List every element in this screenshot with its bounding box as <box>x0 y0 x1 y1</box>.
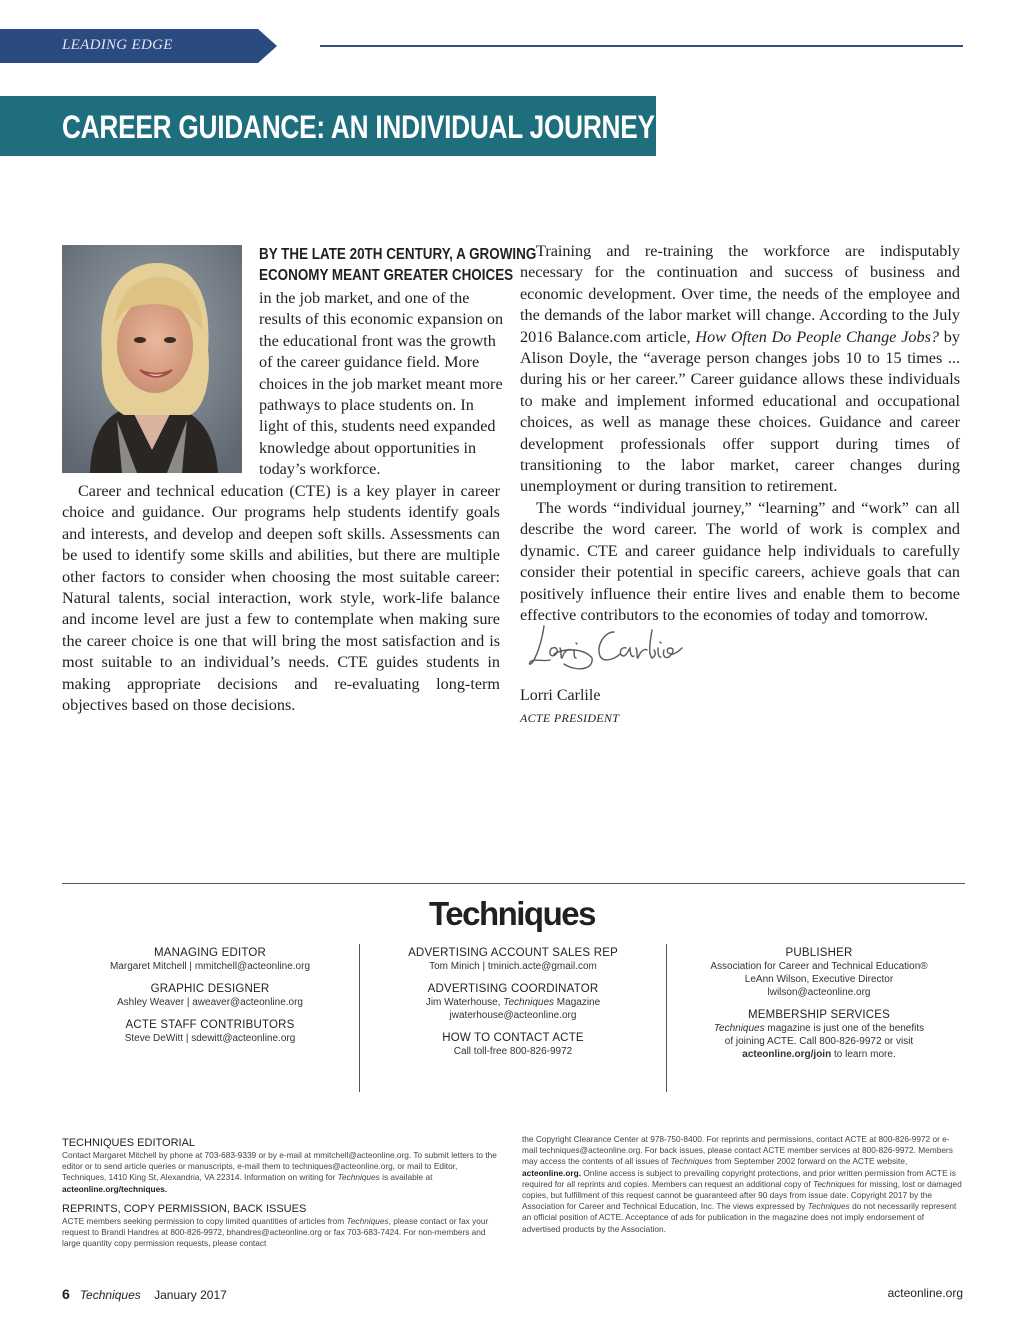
staff-contributors-text: Steve DeWitt | sdewitt@acteonline.org <box>124 1033 296 1044</box>
signature-title: ACTE PRESIDENT <box>520 711 620 725</box>
section-tag-label: LEADING EDGE <box>62 37 173 53</box>
page-number: 6 <box>62 1286 70 1302</box>
fine-print-right: the Copyright Clearance Center at 978-750-8400. For reprints and permissions, contact ACTE at 800-826-9972 or e-mail techniques@acteonline.org. For back issues, please contact ACTE member services at 800-826-9972. Members may access the contents of all issues of Techniques from September 2002 forward on the ACTE website, acteonline.org. Online access is subject to prevailing copyright protections, and prior written permission from ACTE is required for all reprints and copies. Members can request an additional copy of Techniques for missing, lost or damaged copies, but fulfillment of this request cannot be guaranteed after 90 days from issue date. Copyright 2017 by the Association for Career and Technical Education, Inc. The views expressed by Techniques do not necessarily represent an official position of ACTE. Acceptance of ads for publication in the magazine does not imply endorsement of advertised products by the Association. <box>522 1134 962 1234</box>
lead-paragraph: in the job market, and one of the results of this economic expansion on the educational front was the growth of the career guidance field. More choices in the job market meant more pathways to place students on. In light of this, students need expanded knowledge about opportunities in today’s workforce. <box>259 289 504 479</box>
section-tag <box>0 29 277 63</box>
fine-print-left <box>62 1136 502 1249</box>
advertising-sales-text: Tom Minich | tminich.acte@gmail.com <box>429 961 597 972</box>
article-paragraph-4: The words “individual journey,” “learning” and “work” can all describe the word career. The world of work is complex and dynamic. CTE and career guidance help individuals to carefully consider their potential in specific careers, achieve goals that can positively influence their entire lives and enable them to become effective contributors to the economies of today and tomorrow. <box>520 498 960 624</box>
masthead-divider-2 <box>666 944 667 1092</box>
page-footer <box>62 1286 227 1302</box>
author-photo <box>62 245 242 473</box>
masthead-column-1 <box>62 946 358 1045</box>
masthead-rule <box>62 883 965 884</box>
masthead-column-3 <box>670 946 968 1061</box>
article-paragraph-3: Training and re-training the workforce are indisputably necessary for the continuation and success of business and economic development. Over time, the needs of the employee and the demands of the labor market will change. According to the July 2016 Balance.com article, How Often Do People Change Jobs? by Alison Doyle, the “average person changes jobs 10 to 15 times ... during his or her career.” Career guidance allows these individuals to make and implement informed educational and occupational choices, as well as manage these choices. Guidance and career development professionals offer support during times of transitioning to the labor market, career changes during unemployment or during transition to retirement. <box>520 242 960 496</box>
staff-contributors-heading: ACTE STAFF CONTRIBUTORS <box>125 1019 295 1031</box>
membership-heading: MEMBERSHIP SERVICES <box>747 1009 891 1021</box>
contact-heading: HOW TO CONTACT ACTE <box>442 1032 584 1044</box>
masthead-divider-1 <box>359 944 360 1092</box>
advertising-sales-heading: ADVERTISING ACCOUNT SALES REP <box>408 947 618 959</box>
footer-publication: Techniques <box>79 1288 141 1302</box>
managing-editor-heading: MANAGING EDITOR <box>153 947 267 959</box>
editorial-heading: TECHNIQUES EDITORIAL <box>62 1137 196 1149</box>
contact-text: Call toll-free 800-826-9972 <box>453 1046 573 1057</box>
article-lead <box>259 244 537 481</box>
advertising-coordinator-text: Jim Waterhouse, Techniques Magazine jwaterhouse@acteonline.org <box>425 997 601 1021</box>
page-title: CAREER GUIDANCE: AN INDIVIDUAL JOURNEY <box>62 109 655 145</box>
footer-website[interactable]: acteonline.org <box>887 1286 963 1300</box>
reprints-text: ACTE members seeking permission to copy limited quantities of articles from Techniques, please contact or fax your request to Brandi Handres at 800-826-9972, bhandres@acteonline.org or fax 703-683-7424. For non-members and large quantity copy permission requests, please contact <box>62 1215 489 1249</box>
techniques-logo: Techniques <box>429 895 595 932</box>
title-bar <box>0 96 656 156</box>
graphic-designer-text: Ashley Weaver | aweaver@acteonline.org <box>117 997 303 1008</box>
managing-editor-text: Margaret Mitchell | mmitchell@acteonline.org <box>109 961 311 972</box>
header-rule <box>320 45 963 47</box>
lead-heading: BY THE LATE 20TH CENTURY, A GROWING ECONOMY MEANT GREATER CHOICES <box>259 246 537 284</box>
signature-name: Lorri Carlile <box>520 687 601 704</box>
masthead-column-2 <box>362 946 664 1058</box>
publisher-text: Association for Career and Technical Education® LeAnn Wilson, Executive Director lwilson@acteonline.org <box>710 961 928 998</box>
footer-date: January 2017 <box>154 1288 227 1302</box>
article-paragraph-2: Career and technical education (CTE) is a key player in career choice and guidance. Our programs help students identify goals and interests, and develop and deepen soft skills. Assessments can be used to identify some skills and abilities, but there are multiple other factors to consider when choosing the most suitable career: Natural talents, social interaction, work style, work-life balance and income level are just a few to contemplate when making sure the career choice is one that will bring the most satisfaction and is most suitable to an individual’s needs. CTE guides students in making appropriate decisions and re-evaluating long-term objectives based on those decisions. <box>62 482 500 715</box>
membership-text: Techniques magazine is just one of the benefits of joining ACTE. Call 800-826-9972 or visit acteonline.org/join to learn more. <box>713 1023 925 1060</box>
advertising-coordinator-heading: ADVERTISING COORDINATOR <box>427 983 599 995</box>
reprints-heading: REPRINTS, COPY PERMISSION, BACK ISSUES <box>62 1202 307 1215</box>
publisher-heading: PUBLISHER <box>785 947 853 959</box>
handwritten-signature <box>524 618 684 676</box>
graphic-designer-heading: GRAPHIC DESIGNER <box>150 983 270 995</box>
editorial-text: Contact Margaret Mitchell by phone at 703-683-9339 or by e-mail at mmitchell@acteonline.org. To submit letters to the editor or to send article queries or manuscripts, e-mail them to techniques@acteonline.org, or mail to Editor, Techniques, 1410 King St, Alexandria, VA 22314. Information on writing for Techniques is available at acteonline.org/techniques. <box>62 1150 497 1194</box>
article-right-column <box>520 241 960 626</box>
